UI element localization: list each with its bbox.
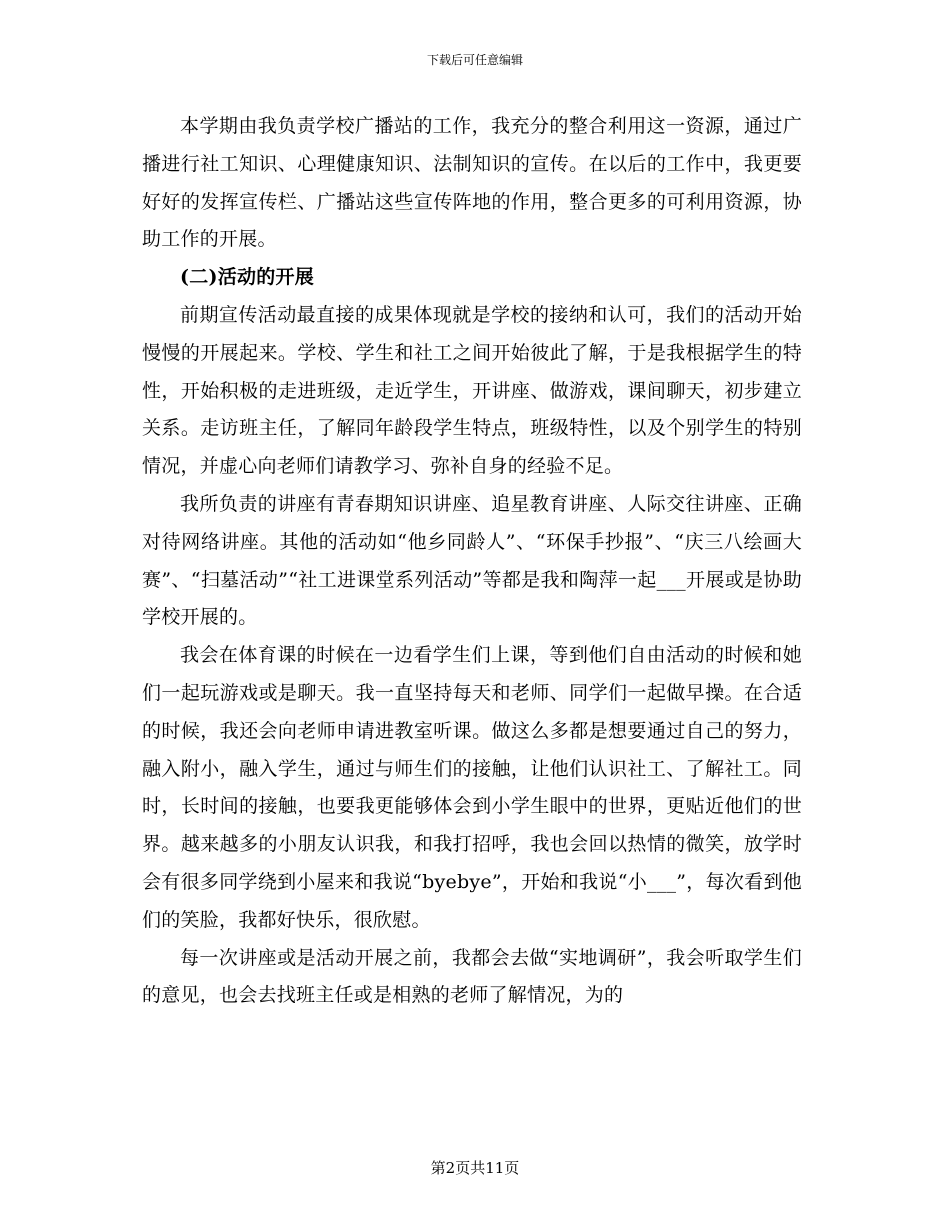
paragraph-lectures: 我所负责的讲座有青春期知识讲座、追星教育讲座、人际交往讲座、正确对待网络讲座。其他的活动如“他乡同龄人”、“环保手抄报”、“庆三八绘画大赛”、“扫墓活动”“社工进课堂系列活动”等都是我和陶萍一起___开展或是协助学校开展的。	[142, 492, 802, 629]
paragraph-activities-start: 前期宣传活动最直接的成果体现就是学校的接纳和认可，我们的活动开始慢慢的开展起来。学校、学生和社工之间开始彼此了解，于是我根据学生的特性，开始积极的走进班级，走近学生，开讲座、做游戏，课间聊天，初步建立关系。走访班主任，了解同年龄段学生特点，班级特性，以及个别学生的特别情况，并虚心向老师们请教学习、弥补自身的经验不足。	[142, 303, 802, 478]
paragraph-research: 每一次讲座或是活动开展之前，我都会去做“实地调研”，我会听取学生们的意见，也会去找班主任或是相熟的老师了解情况，为的	[142, 946, 802, 1007]
page-header: 下载后可任意编辑	[426, 53, 523, 67]
page-footer: 第2页共11页	[430, 1159, 520, 1177]
section-heading: (二)活动的开展	[180, 266, 314, 289]
document-body	[142, 108, 802, 1015]
paragraph-pe-class: 我会在体育课的时候在一边看学生们上课，等到他们自由活动的时候和她们一起玩游戏或是聊天。我一直坚持每天和老师、同学们一起做早操。在合适的时候，我还会向老师申请进教室听课。做这么多都是想要通过自己的努力，融入附小，融入学生，通过与师生们的接触，让他们认识社工、了解社工。同时，长时间的接触，也要我更能够体会到小学生眼中的世界，更贴近他们的世界。越来越多的小朋友认识我，和我打招呼，我也会回以热情的微笑，放学时会有很多同学绕到小屋来和我说“byebye”，开始和我说“小___”，每次看到他们的笑脸，我都好快乐，很欣慰。	[142, 644, 802, 931]
paragraph-broadcast: 本学期由我负责学校广播站的工作，我充分的整合利用这一资源，通过广播进行社工知识、心理健康知识、法制知识的宣传。在以后的工作中，我更要好好的发挥宣传栏、广播站这些宣传阵地的作用，整合更多的可利用资源，协助工作的开展。	[142, 115, 802, 251]
